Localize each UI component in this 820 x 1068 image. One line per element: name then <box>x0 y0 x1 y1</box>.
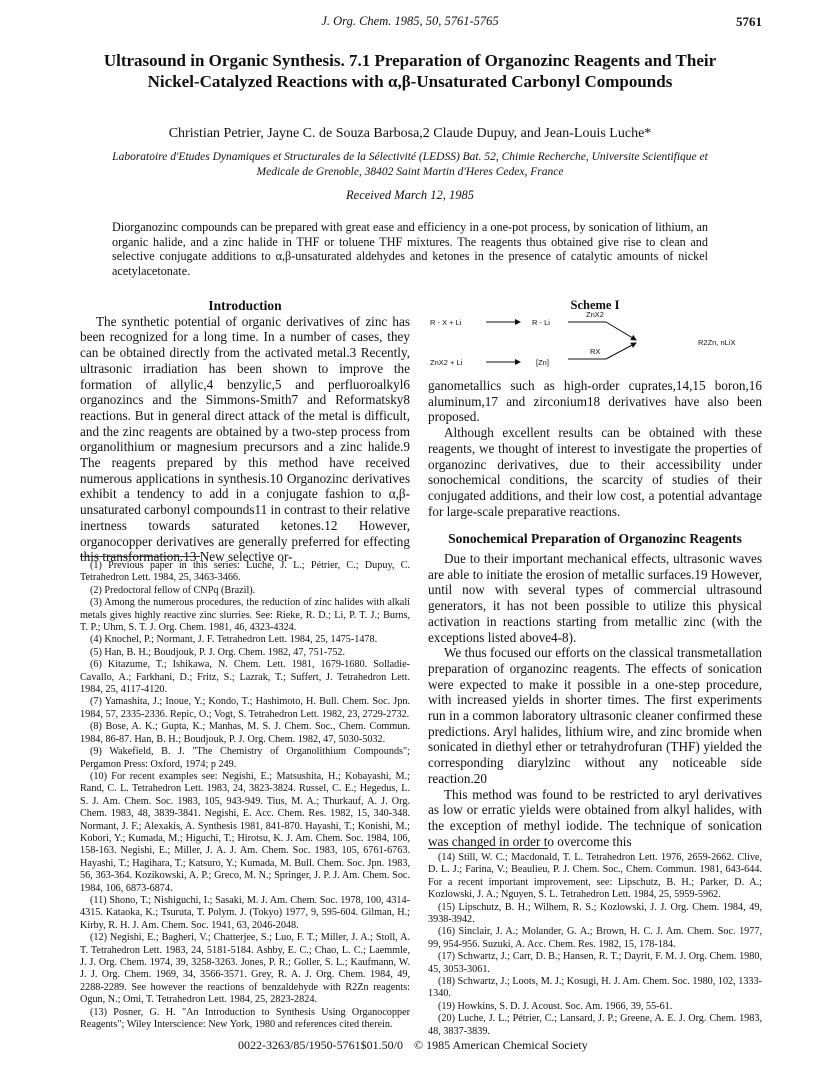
scheme-title: Scheme I <box>570 298 620 312</box>
left-column <box>80 298 410 565</box>
body-paragraph: ganometallics such as high-order cuprates,14,15 boron,16 aluminum,17 and zirconium18 derivatives have also been proposed. <box>428 378 762 425</box>
footnote: (14) Still, W. C.; Macdonald, T. L. Tetrahedron Lett. 1976, 2659-2662. Clive, D. L. J.; Farina, V.; Beaulieu, P. J. Chem. Soc., Chem. Commun. 1981, 643-644. For a recent important improvement, see: Lipschutz, B. H.; Parker, D. A.; Kozlowski, J. A.; Nguyen, S. L. Tetrahedron Lett. 1984, 25, 5959-5962. <box>428 852 762 901</box>
footnote: (19) Howkins, S. D. J. Acoust. Soc. Am. 1966, 39, 55-61. <box>438 1000 673 1012</box>
scheme-diagram <box>428 312 762 372</box>
scheme-row1-product: R - Li <box>532 318 550 327</box>
body-paragraph: Although excellent results can be obtained with these reagents, we thought of interest to investigate the properties of organozinc derivatives, due to their accessibility under sonochemical conditions, the scarcity of studies of their conjugated additions, and their low cost, a potential advantage for large-scale preparative reactions. <box>428 425 762 519</box>
received-date: Received March 12, 1985 <box>346 188 474 202</box>
footnote: (7) Yamashita, J.; Inoue, Y.; Kondo, T.; Hashimoto, H. Bull. Chem. Soc. Jpn. 1984, 57, 2335-2336. Repic, O.; Vogt, S. Tetrahedron Lett. 1982, 23, 2729-2732. <box>80 696 410 720</box>
section-heading-sonochemical: Sonochemical Preparation of Organozinc Reagents <box>448 531 742 547</box>
running-head <box>0 14 820 32</box>
footnote: (12) Negishi, E.; Bagheri, V.; Chatterjee, S.; Luo, F. T.; Miller, J. A.; Stoll, A. T. Tetrahedron Lett. 1983, 24, 5181-5184. Ashby, E. C.; Chao, L. C.; Laemmle, J. J. Org. Chem. 1974, 39, 3258-3263. Jones, P. R.; Goller, S. L.; Kaufmann, W. J. J. Org. Chem. 1969, 34, 3566-3571. Grey, R. A. J. Org. Chem. 1984, 49, 2288-2289. See however the reactions of benzaldehyde with R2Zn reagents: Ogun, N.; Omi, T. Tetrahedron Lett. 1984, 25, 2823-2824. <box>80 932 410 1006</box>
footnote: (10) For recent examples see: Negishi, E.; Matsushita, H.; Kobayashi, M.; Rand, C. L. Tetrahedron Lett. 1983, 24, 3823-3824. Russel, C. E.; Hegedus, L. S. J. Am. Chem. Soc. 1983, 105, 943-949. Tius, M. A.; Thurkauf, A. J. Org. Chem. 1983, 48, 3839-3841. Negishi, E. Acc. Chem. Res. 1982, 15, 340-348. Normant, J. F.; Alexakis, A. Synthesis 1981, 841-870. Hayashi, T.; Konishi, M.; Kobori, Y.; Kumada, M.; Higuchi, T.; Hirotsu, K. J. Am. Chem. Soc. 1984, 106, 158-163. Negishi, E.; Miller, J. A. J. Am. Chem. Soc. 1983, 105, 6761-6763. Hayashi, T.; Hagihara, T.; Katsuro, Y.; Kumada, M. Bull. Chem. Soc. Jpn. 1983, 56, 363-364. Kozikowski, A. P.; Greco, M. N.; Springer, J. P. J. Am. Chem. Soc. 1984, 106, 6873-6874. <box>80 770 410 894</box>
journal-citation: J. Org. Chem. 1985, 50, 5761-5765 <box>321 14 499 28</box>
footnote: (9) Wakefield, B. J. "The Chemistry of Organolithium Compounds"; Pergamon Press: Oxford, 1974; p 249. <box>80 746 410 770</box>
body-paragraph: We thus focused our efforts on the classical transmetallation preparation of organozinc reagents. The effects of sonication were expected to make it possible in a one-step procedure, with increased yields in shorter times. The first experiments run in a common laboratory ultrasonic cleaner confirmed these predictions. Aryl halides, lithium wire, and zinc bromide when sonicated in diethyl ether or tetrahydrofuran (THF) yielded the corresponding diarylzinc without any noticeable side reaction.20 <box>428 645 762 786</box>
abstract: Diorganozinc compounds can be prepared with great ease and efficiency in a one-pot process, by sonication of lithium, an organic halide, and a zinc halide in THF or toluene THF mixtures. The reagents thus obtained give rise to clean and selective conjugate additions to α,β-unsaturated aldehydes and ketones in the presence of catalytic amounts of nickel acetylacetonate. <box>112 220 708 278</box>
footnote: (13) Posner, G. H. "An Introduction to Synthesis Using Organocopper Reagents"; Wiley Interscience: New York, 1980 and references cited therein. <box>80 1006 410 1031</box>
author-list: Christian Petrier, Jayne C. de Souza Barbosa,2 Claude Dupuy, and Jean-Louis Luche* <box>168 126 652 141</box>
scheme-svg <box>428 312 762 372</box>
page-footer <box>0 1038 820 1054</box>
scheme-reagent-top: ZnX2 <box>586 312 604 319</box>
body-paragraph: This method was found to be restricted to aryl derivatives as low or erratic yields were obtained from alkyl halides, with the exception of methyl iodide. The technique of sonication was changed in order to overcome this <box>428 786 762 849</box>
footnote: (3) Among the numerous procedures, the reduction of zinc halides with alkali metals gives highly reactive zinc slurries. See: Rieke, R. D.; Li, P. T. J.; Burns, T. P.; Uhm, S. T. J. Org. Chem. 1981, 46, 4323-4324. <box>80 597 410 634</box>
footnote: (20) Luche, J. L.; Pétrier, C.; Lansard, J. P.; Greene, A. E. J. Org. Chem. 1983, 48, 3837-3839. <box>428 1013 762 1037</box>
page-number: 5761 <box>736 14 762 29</box>
journal-code: 0022-3263/85/1950-5761$01.50/0 <box>238 1038 403 1052</box>
section-heading-introduction: Introduction <box>208 298 282 313</box>
scheme-row2-reactants: ZnX2 + Li <box>430 358 463 367</box>
scheme-row2-product: [Zn] <box>536 358 549 367</box>
footnote: (17) Schwartz, J.; Carr, D. B.; Hansen, R. T.; Dayrit, F. M. J. Org. Chem. 1980, 45, 3053-3061. <box>428 951 762 975</box>
footnote-rule-right <box>428 848 548 849</box>
footnote-rule-left <box>80 556 200 557</box>
footnote: (18) Schwartz, J.; Loots, M. J.; Kosugi, H. J. Am. Chem. Soc. 1980, 102, 1333-1340. <box>428 976 763 1000</box>
footnotes-right <box>428 852 762 1038</box>
footnote: (4) Knochel, P.; Normant, J. F. Tetrahedron Lett. 1984, 25, 1475-1478. <box>90 634 378 646</box>
scheme-row1-reactants: R - X + Li <box>430 318 462 327</box>
affiliation: Laboratoire d'Etudes Dynamiques et Structurales de la Sélectivité (LEDSS) Bat. 52, Chimie Recherche, Universite Scientifique et Medicale de Grenoble, 38402 Saint Martin d'Heres Cedex, France <box>112 151 708 178</box>
body-paragraph: The synthetic potential of organic derivatives of zinc has been recognized for a long time. In a number of cases, they can be obtained directly from the activated metal.3 Recently, ultrasonic irradiation has been shown to improve the formation of allylic,4 benzylic,5 and perfluoroalkyl6 organozincs and the Simmons-Smith7 and Reformatsky8 reactions. But in general direct attack of the metal is difficult, and the zinc reagents are obtained by a two-step process from organolithium or magnesium precursors and a zinc halide.9 The reagents prepared by this method have received numerous applications in synthesis.10 Organozinc derivatives exhibit a tendency to add in a conjugate fashion to α,β-unsaturated carbonyl compounds11 in contrast to their relative inertness towards saturated ketones.12 However, organocopper derivatives are generally preferred for effecting this transformation.13 New selective or- <box>80 313 410 565</box>
footnote: (1) Previous paper in this series: Luche, J. L.; Pétrier, C.; Dupuy, C. Tetrahedron Lett. 1984, 25, 3463-3466. <box>80 560 410 584</box>
body-paragraph: Due to their important mechanical effects, ultrasonic waves are able to initiate the erosion of metallic surfaces.19 However, until now with several types of commercial ultrasound generators, it has not been possible to utilize this physical activation in reactions starting from metallic zinc (with the exceptions listed above4-8). <box>428 551 762 645</box>
footnote: (2) Predoctoral fellow of CNPq (Brazil). <box>90 584 256 596</box>
footnote: (11) Shono, T.; Nishiguchi, I.; Sasaki, M. J. Am. Chem. Soc. 1978, 100, 4314-4315. Kataoka, K.; Tsuruta, T. Polym. J. (Tokyo) 1977, 9, 595-604. Gilman, H.; Kirby, R. H. J. Am. Chem. Soc. 1941, 63, 2046-2048. <box>80 894 410 931</box>
footnote: (16) Sinclair, J. A.; Molander, G. A.; Brown, H. C. J. Am. Chem. Soc. 1977, 99, 954-956. Suzuki, A. Acc. Chem. Res. 1982, 15, 178-184. <box>428 926 762 950</box>
footnote: (5) Han, B. H.; Boudjouk, P. J. Org. Chem. 1982, 47, 751-752. <box>90 646 346 658</box>
copyright: © 1985 American Chemical Society <box>414 1038 588 1052</box>
article-title: Ultrasound in Organic Synthesis. 7.1 Preparation of Organozinc Reagents and Their Nickel-Catalyzed Reactions with α,β-Unsaturated Carbonyl Compounds <box>103 51 717 91</box>
right-column <box>428 378 762 849</box>
footnote: (15) Lipschutz, B. H.; Wilhem, R. S.; Kozlowski, J. J. Org. Chem. 1984, 49, 3938-3942. <box>428 901 762 926</box>
footnotes-left <box>80 560 410 1031</box>
footnote: (8) Bose, A. K.; Gupta, K.; Manhas, M. S. J. Chem. Soc., Chem. Commun. 1984, 86-87. Han, B. H.; Boudjouk, P. J. Org. Chem. 1982, 47, 5030-5032. <box>80 721 410 745</box>
scheme-reagent-bottom: RX <box>590 347 601 356</box>
scheme-arrow-bottom-diag <box>606 343 636 359</box>
footnote: (6) Kitazume, T.; Ishikawa, N. Chem. Lett. 1981, 1679-1680. Solladie-Cavallo, A.; Farkhani, D.; Fritz, S.; Lazrak, T.; Suffert, J. Tetrahedron Lett. 1984, 25, 4117-4120. <box>80 659 410 696</box>
scheme-final-product: R2Zn, nLiX <box>698 338 736 347</box>
scheme-arrow-top-diag <box>606 322 636 340</box>
